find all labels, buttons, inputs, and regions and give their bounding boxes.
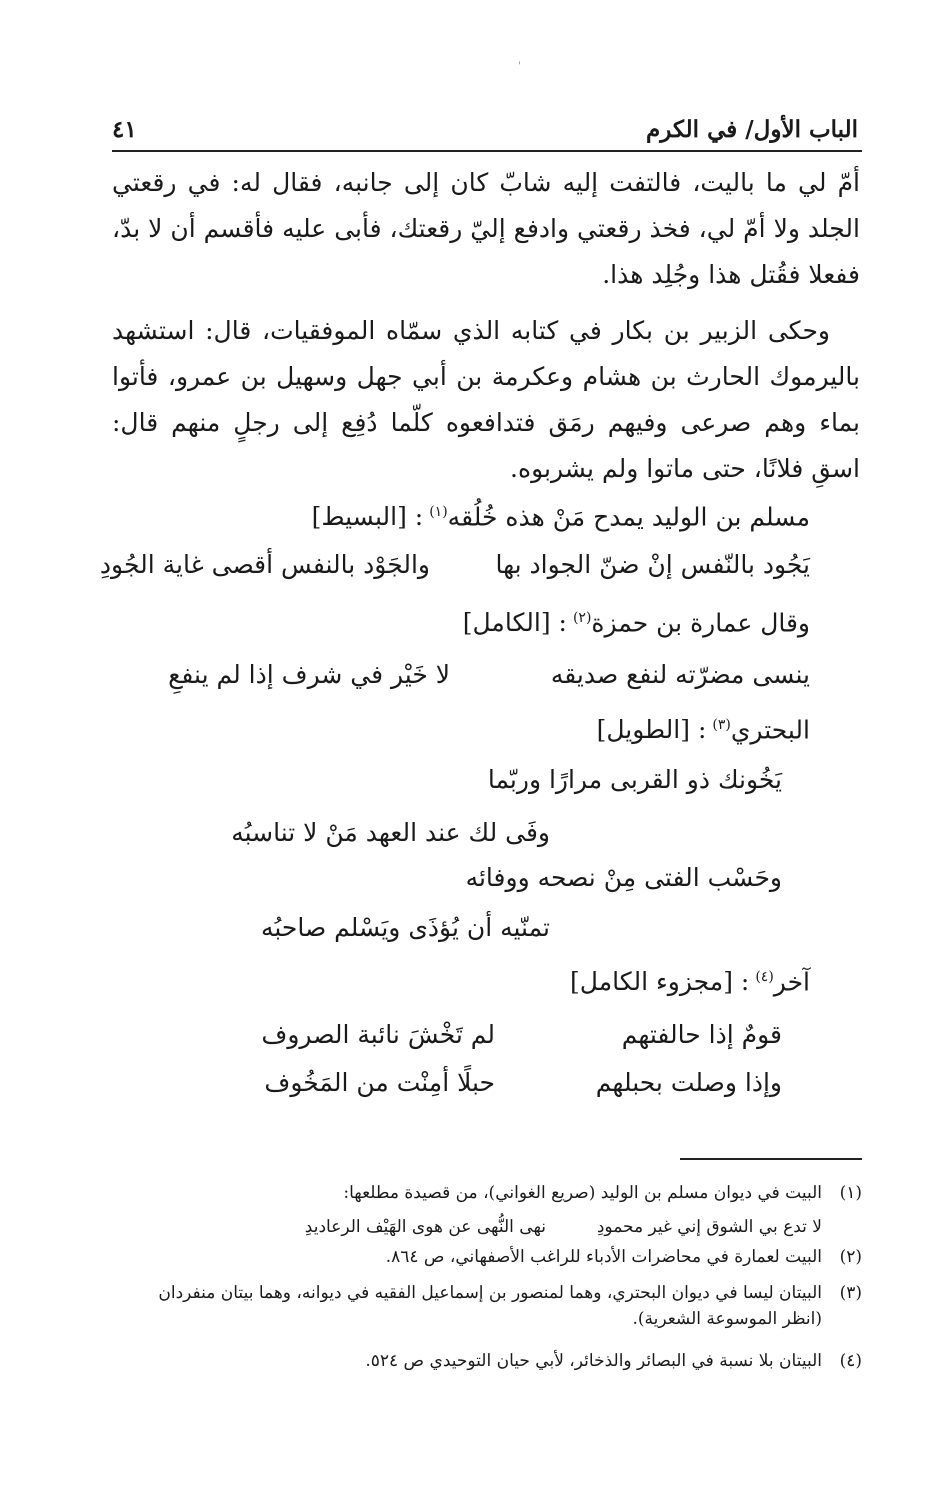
page-number: ٤١ <box>112 116 137 143</box>
footnote-3 <box>92 1280 862 1332</box>
footnote-3-text: البيتان ليسا في ديوان البحتري، وهما لمنصور بن إسماعيل الفقيه في ديوانه، وهما بيتان منفردان <box>158 1283 822 1303</box>
poem-4-line-2-left: حبلًا أمِنْت من المَخُوف <box>264 1068 495 1097</box>
poem-3-line-1: يَخُونك ذو القربى مرارًا وربّما <box>487 765 782 794</box>
footnote-2-text: البيت لعمارة في محاضرات الأدباء للراغب الأصفهاني، ص ٨٦٤. <box>385 1247 822 1267</box>
footnote-4 <box>92 1348 862 1374</box>
footnote-1-verse <box>122 1214 822 1240</box>
poem-3-meter: : [الطويل] <box>596 715 707 745</box>
poem-2-hemistich-left: لا خَيْر في شرف إذا لم ينفعِ <box>168 660 450 689</box>
poem-4-line-1-left: لم تَخْشَ نائبة الصروف <box>261 1020 495 1049</box>
footnote-2 <box>92 1244 862 1270</box>
poem-1-hemistich-left: والجَوْد بالنفس أقصى غاية الجُودِ <box>99 550 430 579</box>
poem-3-line-4: تمنّيه أن يُؤذَى ويَسْلم صاحبُه <box>260 913 550 942</box>
poem-2-poet: وقال عمارة بن حمزة <box>591 608 810 638</box>
footnote-1-verse-right: لا تدع بي الشوق إني غير محمودِ <box>596 1217 822 1237</box>
footnote-1-verse-left: نهى النُّهى عن هوى الهَيْف الرعاديدِ <box>304 1217 547 1237</box>
paragraph-2: وحكى الزبير بن بكار في كتابه الذي سمّاه الموفقيات، قال: استشهد باليرموك الحارث بن هشام وعكرمة بن أبي جهل وسهيل بن عمرو، فأتوا بماء وهم صرعى وفيهم رمَق فتدافعوه كلّما دُفِع إلى رجلٍ منهم قال: اسقِ فلانًا، حتى ماتوا ولم يشربوه. <box>112 316 860 483</box>
footnote-1-text: البيت في ديوان مسلم بن الوليد (صريع الغواني)، من قصيدة مطلعها: <box>343 1183 822 1203</box>
poem-4-line-1-right: قومٌ إذا حالفتهم <box>621 1020 782 1049</box>
footnote-3-text-cont: (انظر الموسوعة الشعرية). <box>632 1309 822 1329</box>
poem-3-line-2: وفَى لك عند العهد مَنْ لا تناسبُه <box>231 818 550 847</box>
header-rule <box>112 150 862 152</box>
chapter-title: الباب الأول/ في الكرم <box>646 116 858 143</box>
footnote-3-number: (٣) <box>839 1283 862 1303</box>
poem-2-hemistich-right: ينسى مضرّته لنفع صديقه <box>550 660 810 689</box>
running-header <box>112 112 858 152</box>
poem-2-meter: : [الكامل] <box>462 608 567 638</box>
footnote-ref-4: (٤) <box>755 969 774 985</box>
poem-1-hemistich-right: يَجُود بالنّفس إنْ ضنّ الجواد بها <box>495 550 810 579</box>
poem-4-meter: : [مجزوء الكامل] <box>570 967 750 997</box>
poem-2-intro <box>463 598 810 643</box>
scan-speck: ' <box>518 61 521 72</box>
footnote-ref-2: (٢) <box>572 610 592 626</box>
footnote-4-text: البيتان بلا نسبة في البصائر والذخائر، لأبي حيان التوحيدي ص ٥٢٤. <box>365 1351 822 1371</box>
footnote-1 <box>92 1180 862 1206</box>
poem-3-intro <box>597 705 810 750</box>
footnote-1-number: (١) <box>839 1183 862 1203</box>
footnote-ref-1: (١) <box>429 504 448 520</box>
footnote-2-number: (٢) <box>839 1247 862 1267</box>
poem-1-intro <box>312 492 810 537</box>
poem-3-poet: البحتري <box>730 715 810 745</box>
footnote-rule <box>680 1158 862 1160</box>
poem-3-line-3: وحَسْب الفتى مِنْ نصحه ووفائه <box>465 863 782 892</box>
paragraph-1: أمّ لي ما باليت، فالتفت إليه شابّ كان إلى جانبه، فقال له: في رقعتي الجلد ولا أمّ لي، فخذ رقعتي وادفع إليّ رقعتك، فأبى عليه فأقسم أن لا بدّ، ففعلا فقُتل هذا وجُلِد هذا. <box>112 168 860 289</box>
poem-4-line-2-right: وإذا وصلت بحبلهم <box>595 1068 782 1097</box>
footnote-4-number: (٤) <box>839 1351 862 1371</box>
poem-4-intro <box>570 957 810 1002</box>
poem-4-poet: آخر <box>773 967 810 997</box>
footnote-ref-3: (٣) <box>712 717 731 733</box>
poem-1-meter: : [البسيط] <box>311 502 424 532</box>
poem-1-poet: مسلم بن الوليد يمدح مَنْ هذه خُلُقه <box>447 502 810 532</box>
